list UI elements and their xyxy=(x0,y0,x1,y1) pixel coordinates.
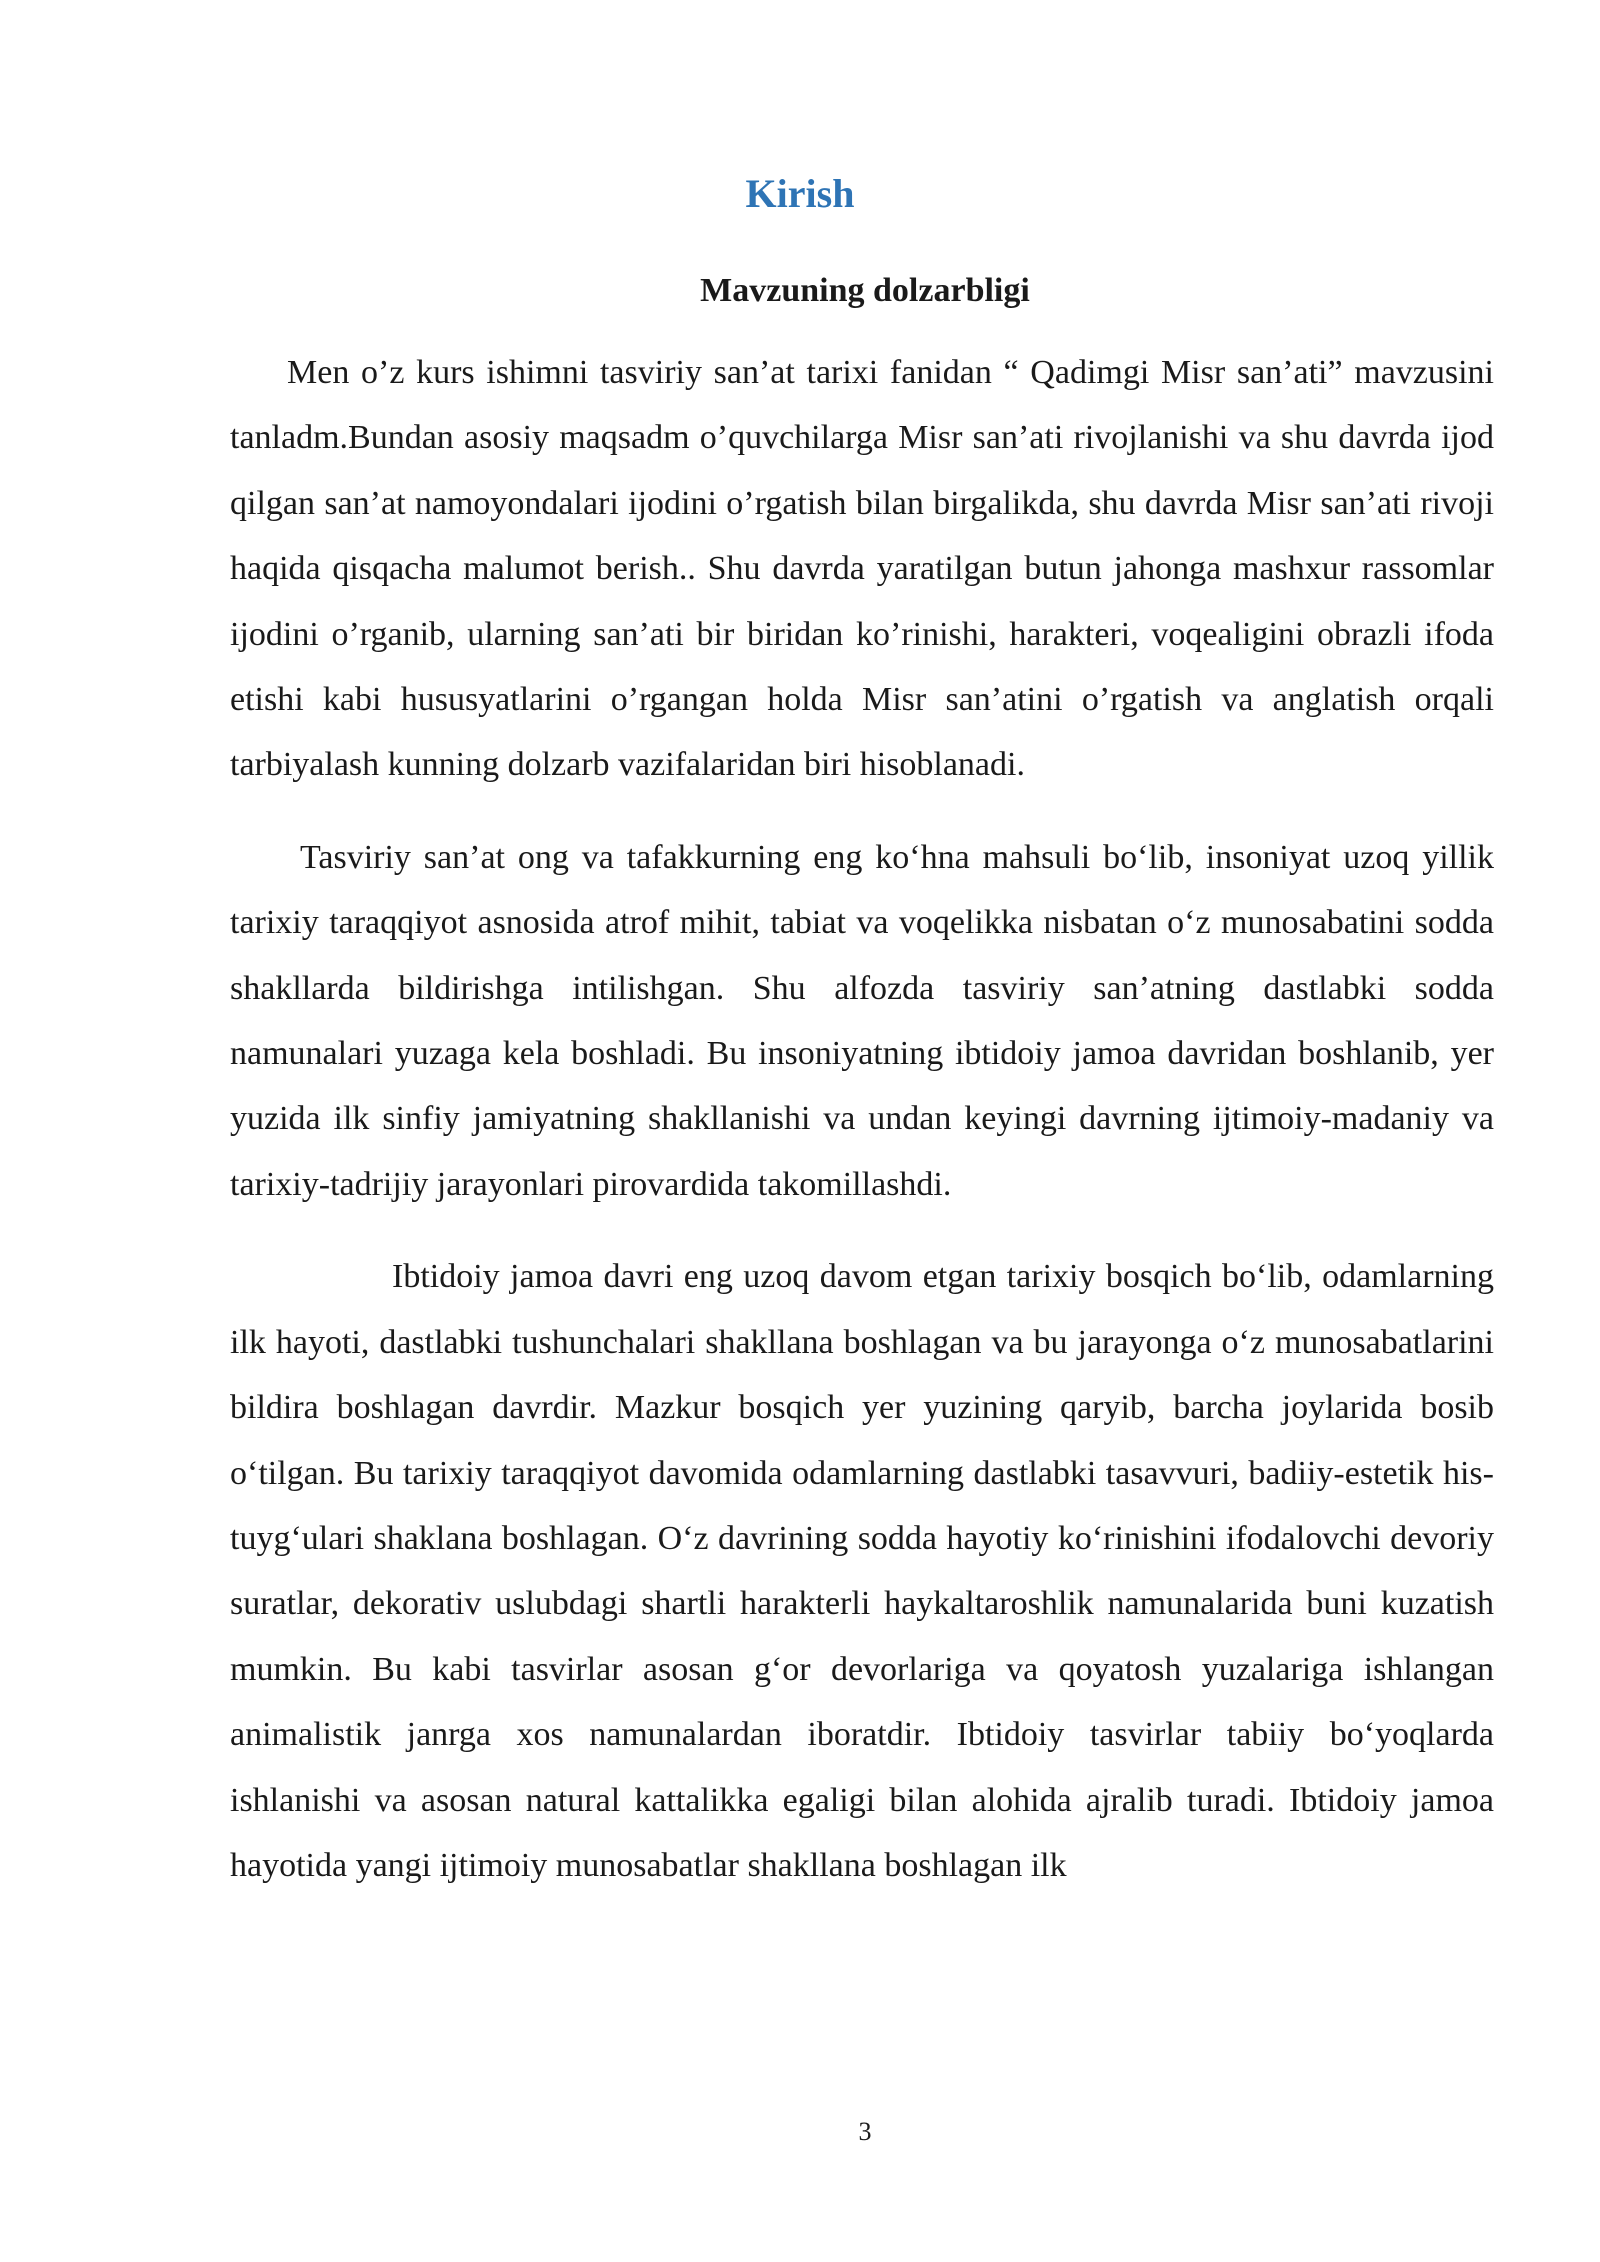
paragraph: Tasviriy san’at ong va tafakkurning eng ko‘hna mahsuli bo‘lib, insoniyat uzoq yillik tarixiy taraqqiyot asnosida atrof mihit, tabiat va voqelikka nisbatan o‘z munosabatini sodda shakllarda bildirishga intilishgan. Shu alfozda tasviriy san’atning dastlabki sodda namunalari yuzaga kela boshladi. Bu insoniyatning ibtidoiy jamoa davridan boshlanib, yer yuzida ilk sinfiy jamiyatning shakllanishi va undan keyingi davrning ijtimoiy-madaniy va tarixiy-tadrijiy jarayonlari pirovardida takomillashdi. xyxy=(230,838,1494,1203)
section-subtitle: Mavzuning dolzarbligi xyxy=(700,272,1030,309)
page-title: Kirish xyxy=(745,171,855,216)
paragraph: Ibtidoiy jamoa davri eng uzoq davom etgan tarixiy bosqich bo‘lib, odamlarning ilk hayoti, dastlabki tushunchalari shakllana boshlagan va bu jarayonga o‘z munosabatlarini bildira boshlagan davrdir. Mazkur bosqich yer yuzining qaryib, barcha joylarida bosib o‘tilgan. Bu tarixiy taraqqiyot davomida odamlarning dastlabki tasavvuri, badiiy-estetik his-tuyg‘ulari shaklana boshlagan. O‘z davrining sodda hayotiy ko‘rinishini ifodalovchi devoriy suratlar, dekorativ uslubdagi shartli harakterli haykaltaroshlik namunalarida buni kuzatish mumkin. Bu kabi tasvirlar asosan g‘or devorlariga va qoyatosh yuzalariga ishlangan animalistik janrga xos namunalardan iboratdir. Ibtidoiy tasvirlar tabiiy bo‘yoqlarda ishlanishi va asosan natural kattalikka egaligi bilan alohida ajralib turadi. Ibtidoiy jamoa hayotida yangi ijtimoiy munosabatlar shakllana boshlagan ilk xyxy=(230,1258,1494,1884)
paragraph: Men o’z kurs ishimni tasviriy san’at tarixi fanidan “ Qadimgi Misr san’ati” mavzusini tanladm.Bundan asosiy maqsadm o’quvchilarga Misr san’ati rivojlanishi va shu davrda ijod qilgan san’at namoyondalari ijodini o’rgatish bilan birgalikda, shu davrda Misr san’ati rivoji haqida qisqacha malumot berish.. Shu davrda yaratilgan butun jahonga mashxur rassomlar ijodini o’rganib, ularning san’ati bir biridan ko’rinishi, harakteri, voqealigini obrazli ifoda etishi kabi hususyatlarini o’rgangan holda Misr san’atini o’rgatish va anglatish orqali tarbiyalash kunning dolzarb vazifalaridan biri hisoblanadi. xyxy=(230,354,1494,784)
page-number: 3 xyxy=(858,2117,872,2146)
body-text xyxy=(230,340,1494,1898)
